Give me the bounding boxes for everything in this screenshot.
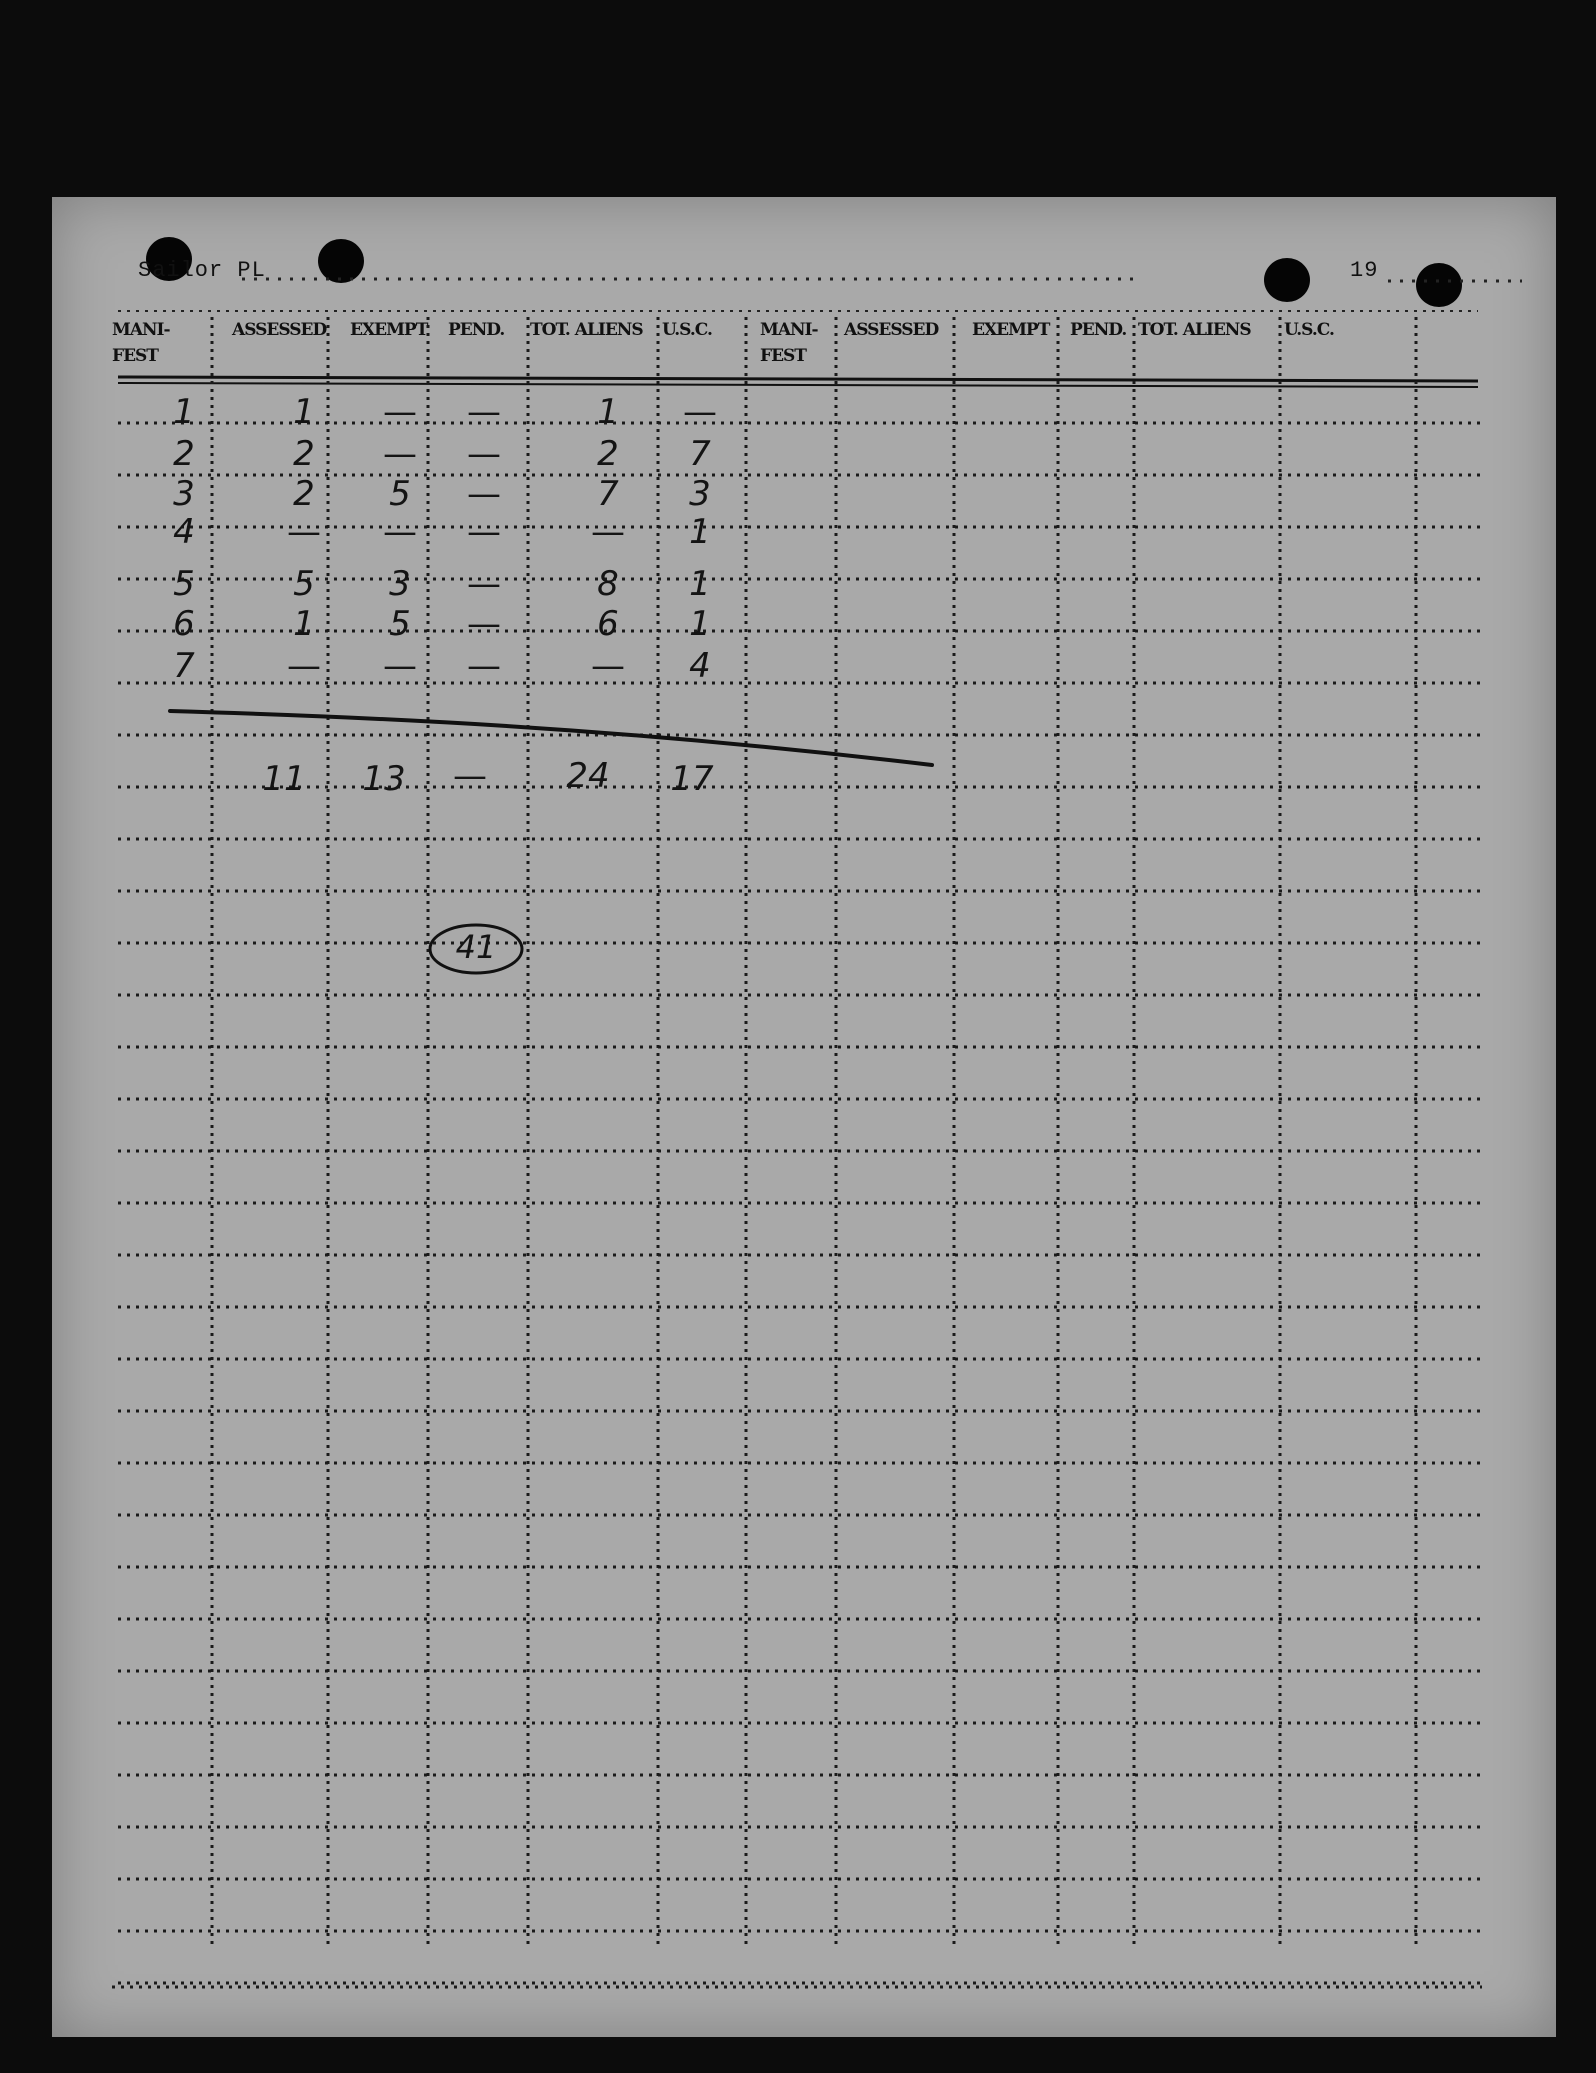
total-exempt: 13 [362,759,406,799]
cell-pend: — [467,512,501,552]
cell-tot-aliens: 7 [597,474,619,514]
vessel-name: Sailor PL [138,258,266,283]
cell-usc: 1 [689,604,711,644]
header-tot-aliens-2: TOT. ALIENS [1138,320,1251,340]
cell-manifest: 3 [173,474,195,514]
cell-assessed: 5 [293,564,315,604]
header-assessed: ASSESSED [232,320,327,340]
total-pend: — [453,756,487,796]
header-tot-aliens: TOT. ALIENS [530,320,643,340]
header-pend: PEND. [448,320,505,340]
cell-pend: — [467,474,501,514]
cell-manifest: 7 [173,646,195,686]
cell-pend: — [467,434,501,474]
cell-manifest: 5 [173,564,195,604]
cell-pend: — [467,604,501,644]
cell-assessed: — [287,512,321,552]
cell-pend: — [467,392,501,432]
cell-usc: 4 [689,646,711,686]
cell-exempt: 5 [389,604,411,644]
form-sheet [52,197,1556,2037]
header-assessed-2: ASSESSED [844,320,939,340]
cell-usc: 1 [689,512,711,552]
header-manifest-2: MANI- FEST [760,320,818,366]
form-grid [52,197,1556,2037]
cell-assessed: 1 [293,604,315,644]
cell-tot-aliens: 6 [597,604,619,644]
cell-manifest: 4 [173,512,195,552]
cell-pend: — [467,564,501,604]
cell-assessed: — [287,646,321,686]
cell-assessed: 1 [293,392,315,432]
header-usc: U.S.C. [662,320,712,340]
cell-exempt: 3 [389,564,411,604]
total-assessed: 11 [262,759,306,799]
year-label: 19 [1350,258,1379,283]
cell-tot-aliens: 1 [597,392,619,432]
cell-exempt: — [383,512,417,552]
cell-usc: 1 [689,564,711,604]
header-exempt: EXEMPT [350,320,428,340]
cell-manifest: 2 [173,434,195,474]
total-tot-aliens: 24 [566,756,610,796]
cell-usc: 7 [689,434,711,474]
header-usc-2: U.S.C. [1284,320,1334,340]
cell-exempt: — [383,646,417,686]
header-exempt-2: EXEMPT [972,320,1050,340]
grand-total: 41 [455,928,497,966]
cell-exempt: — [383,392,417,432]
cell-pend: — [467,646,501,686]
cell-tot-aliens: — [591,512,625,552]
cell-exempt: 5 [389,474,411,514]
header-manifest: MANI- FEST [112,320,170,366]
cell-usc: 3 [689,474,711,514]
cell-assessed: 2 [293,434,315,474]
cell-manifest: 1 [173,392,195,432]
cell-exempt: — [383,434,417,474]
cell-tot-aliens: — [591,646,625,686]
cell-manifest: 6 [173,604,195,644]
cell-usc: — [683,392,717,432]
header-pend-2: PEND. [1070,320,1127,340]
cell-tot-aliens: 8 [597,564,619,604]
total-usc: 17 [670,759,714,799]
cell-assessed: 2 [293,474,315,514]
cell-tot-aliens: 2 [597,434,619,474]
